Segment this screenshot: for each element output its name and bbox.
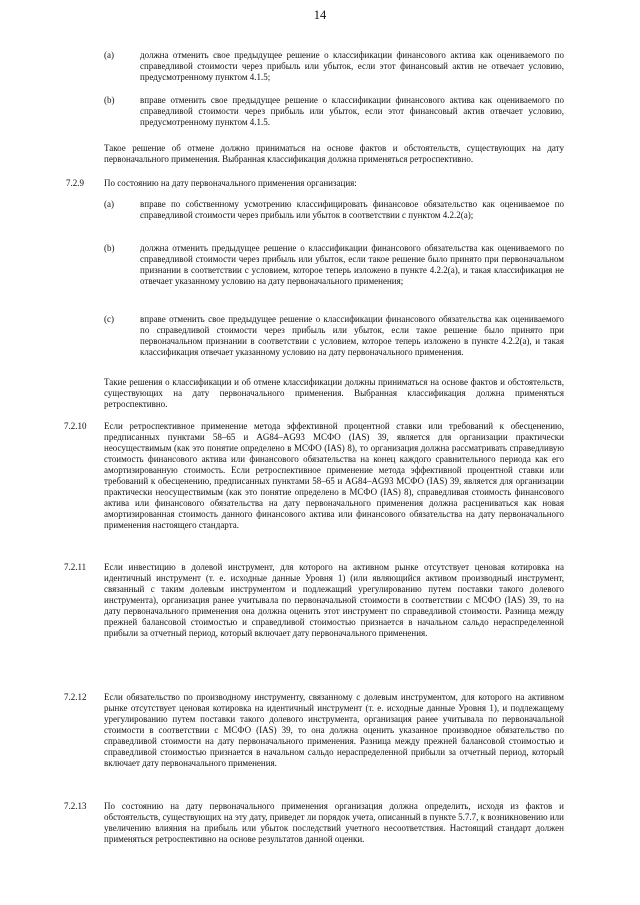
paragraph-number-7-2-13: 7.2.13	[64, 801, 87, 811]
p729-label-c: (c)	[104, 314, 114, 324]
closing-paragraph: Такое решение об отмене должно приниматься на основе фактов и обстоятельств, существующих на дату первоначального применения. Выбранная классификация должна применяться ретроспективно.	[104, 143, 564, 164]
paragraph-number-7-2-11: 7.2.11	[64, 562, 87, 572]
paragraph-7-2-13: По состоянию на дату первоначального применения организация должна определить, исходя из фактов и обстоятельств, существующих на эту дату, приведет ли порядок учета, описанный в пункте 5.7.7, к возникновению или увеличению влияния на прибыль или убыток последствий учетного несоответствия. Настоящий стандарт должен применяться ретроспективно на основе результатов данной оценки.	[104, 801, 564, 844]
p729-text-a: вправе по собственному усмотрению классифицировать финансовое обязательство как оцениваемое по справедливой стоимости через прибыль или убыток в соответствии с пунктом 4.2.2(a);	[140, 199, 564, 220]
paragraph-7-2-9-closing: Такие решения о классификации и об отмене классификации должны приниматься на основе фактов и обстоятельств, существующих на дату первоначального применения. Выбранная классификация должна применяться ретроспективно.	[104, 377, 564, 409]
paragraph-number-7-2-9: 7.2.9	[66, 178, 84, 188]
p729-label-a: (a)	[104, 199, 114, 209]
item-text-a: должна отменить свое предыдущее решение о классификации финансового актива как оцениваемого по справедливой стоимости через прибыль или убыток, если этот финансовый актив не отвечает условию, предусмотренному пунктом 4.1.5;	[140, 50, 564, 82]
p729-text-b: должна отменить предыдущее решение о классификации финансового обязательства как оцениваемого по справедливой стоимости через прибыль или убыток, если такое решение было принято при первоначальном признании в соответствии с условием, которое теперь изложено в пункте 4.2.2(a), и такая классификация не отвечает указанному условию на дату первоначального применения;	[140, 243, 564, 286]
paragraph-number-7-2-12: 7.2.12	[64, 692, 87, 702]
paragraph-7-2-12: Если обязательство по производному инструменту, связанному с долевым инструментом, для которого на активном рынке отсутствует ценовая котировка на идентичный инструмент (т. е. исходные данные Уровня 1), и подлежащему урегулированию путем поставки такого долевого инструмента, организация ранее учитывала по первоначальной стоимости в соответствии с МСФО (IAS) 39, то она должна оценить указанное производное обязательство по справедливой стоимости на дату первоначального применения. Разница между прежней балансовой стоимостью и справедливой стоимостью признается в начальном сальдо нераспределенной прибыли за отчетный период, который включает дату первоначального применения.	[104, 692, 564, 768]
item-label-a: (a)	[104, 50, 114, 60]
paragraph-number-7-2-10: 7.2.10	[64, 421, 87, 431]
paragraph-7-2-10: Если ретроспективное применение метода эффективной процентной ставки или требований к обесценению, предписанных пунктами 58–65 и AG84–AG93 МСФО (IAS) 39, является для организации практически неосуществимым (как это понятие определено в МСФО (IAS) 8), то организация должна рассматривать справедливую стоимость финансового актива или финансового обязательства на конец каждого сравнительного периода как его амортизированную стоимость. Если ретроспективное применение метода эффективной процентной ставки или требований к обесценению, предписанных пунктами 58–65 и AG84–AG93 МСФО (IAS) 39, является для организации практически неосуществимым (как это понятие определено в МСФО (IAS) 8), справедливая стоимость финансового актива или финансового обязательства на дату первоначального применения должна расцениваться как новая амортизированная стоимость данного финансового актива или финансового обязательства на дату первоначального применения настоящего стандарта.	[104, 421, 564, 530]
page-number: 14	[313, 8, 327, 22]
paragraph-7-2-9-intro: По состоянию на дату первоначального применения организация:	[104, 178, 357, 188]
paragraph-7-2-11: Если инвестицию в долевой инструмент, для которого на активном рынке отсутствует ценовая котировка на идентичный инструмент (т. е. исходные данные Уровня 1) (или являющийся активом производный инструмент, связанный с таким долевым инструментом и подлежащий урегулированию путем поставки такого долевого инструмента), организация ранее учитывала по первоначальной стоимости в соответствии с МСФО (IAS) 39, то на дату первоначального применения она должна оценить этот инструмент по справедливой стоимости. Разница между прежней балансовой стоимостью и справедливой стоимостью признается в начальном сальдо нераспределенной прибыли за отчетный период, который включает дату первоначального применения.	[104, 562, 564, 638]
p729-label-b: (b)	[104, 243, 115, 253]
item-label-b: (b)	[104, 95, 115, 105]
p729-text-c: вправе отменить свое предыдущее решение о классификации финансового обязательства как оцениваемого по справедливой стоимости через прибыль или убыток, если такое решение было принято при первоначальном признании в соответствии с условием, которое теперь изложено в пункте 4.2.2(a), и такая классификация отвечает указанному условию на дату первоначального применения.	[140, 314, 564, 357]
item-text-b: вправе отменить свое предыдущее решение о классификации финансового актива как оцениваемого по справедливой стоимости через прибыль или убыток, если этот финансовый актив отвечает условию, предусмотренному пунктом 4.1.5.	[140, 95, 564, 127]
